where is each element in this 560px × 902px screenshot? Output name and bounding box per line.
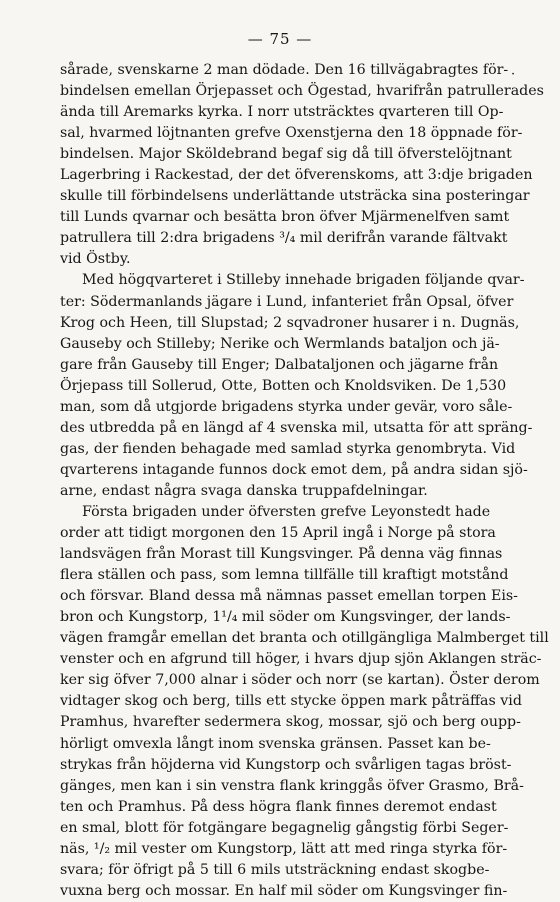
margin-mark: · [511, 67, 516, 82]
text-line: bindelsen. Major Sköldebrand begaf sig då till öfverstelöjtnant [60, 146, 512, 163]
text-line: Gauseby och Stilleby; Nerike och Wermlands bataljon och jä- [60, 335, 500, 352]
text-line: vuxna berg och mossar. En half mil söder om Kungsvinger fin- [60, 882, 508, 899]
text-line: order att tidigt morgonen den 15 April ingå i Norge på stora [60, 525, 496, 542]
text-line: sårade, svenskarne 2 man dödade. Den 16 tillvägabragtes för- [60, 62, 509, 78]
text-line: gare från Gauseby till Enger; Dalbataljonen och jägarne från [60, 356, 499, 373]
text-line: flera ställen och pass, som lemna tillfälle till kraftigt motstånd [60, 567, 509, 584]
text-line: Örjepass till Sollerud, Otte, Botten och Knoldsviken. De 1,530 [60, 377, 507, 394]
text-line: Första brigaden under öfversten grefve Leyonstedt hade [82, 503, 491, 520]
text-line: Krog och Heen, till Slupstad; 2 sqvadroner husarer i n. Dugnäs, [60, 314, 520, 331]
text-line: Lagerbring i Rackestad, der det öfverenskoms, att 3:dje brigaden [60, 167, 533, 184]
text-line: patrullera till 2:dra brigadens ³/₄ mil derifrån varande fältvakt [60, 230, 508, 247]
text-line: Med högqvarteret i Stilleby innehade brigaden följande qvar- [82, 272, 525, 289]
text-line: venster och en afgrund till höger, i hvars djup sjön Aklangen sträc- [60, 651, 542, 668]
text-line: en smal, blott för fotgängare begagnelig gångstig förbi Seger- [60, 819, 509, 836]
text-line: qvarterens intagande funnos dock emot dem, på andra sidan sjö- [60, 461, 528, 478]
text-line: des utbredda på en längd af 4 svenska mil, utsatta för att spräng- [60, 419, 533, 436]
text-line: bindelsen emellan Örjepasset och Ögestad, hvarifrån patrullerades [60, 83, 544, 100]
text-line: sal, hvarmed löjtnanten grefve Oxenstjerna den 18 öppnade för- [60, 125, 523, 142]
text-line: ända till Aremarks kyrka. I norr utsträcktes qvarteren till Op- [60, 104, 504, 121]
text-line: skulle till förbindelsens underlättande utsträcka sina posteringar [60, 188, 530, 205]
text-line: vidtager skog och berg, tills ett stycke öppen mark påträffas vid [60, 693, 522, 710]
page-number: — 75 — [247, 30, 313, 48]
text-line: vägen framgår emellan det branta och otillgängliga Malmberget till [60, 630, 549, 647]
body-text [60, 60, 549, 902]
text-line: svara; för öfrigt på 5 till 6 mils utsträckning endast skogbe- [60, 861, 490, 878]
text-line: Pramhus, hvarefter sedermera skog, mossar, sjö och berg oupp- [60, 714, 521, 731]
text-line: ten och Pramhus. På dess högra flank finnes deremot endast [60, 798, 497, 815]
text-line: arne, endast några svaga danska truppafdelningar. [60, 482, 428, 499]
text-line: ter: Södermanlands jägare i Lund, infanteriet från Opsal, öfver [60, 293, 514, 310]
text-line: näs, ¹/₂ mil vester om Kungstorp, lätt att med ringa styrka för- [60, 840, 508, 857]
text-line: ker sig öfver 7,000 alnar i söder och norr (se kartan). Öster derom [60, 672, 540, 689]
text-line: landsvägen från Morast till Kungsvinger. På denna väg finnas [60, 546, 503, 563]
text-line: gas, der fienden behagade med samlad styrka genombryta. Vid [60, 440, 516, 457]
text-line: hörligt omvexla långt inom svenska gränsen. Passet kan be- [60, 735, 491, 752]
text-line: till Lunds qvarnar och besätta bron öfver Mjärmenelfven samt [60, 209, 510, 226]
text-line: bron och Kungstorp, 1¹/₄ mil söder om Kungsvinger, der lands- [60, 609, 511, 626]
text-line: och försvar. Bland dessa må nämnas passet emellan torpen Eis- [60, 588, 518, 605]
text-line: vid Östby. [60, 251, 131, 268]
text-line: man, som då utgjorde brigadens styrka under gevär, voro såle- [60, 398, 513, 415]
text-block [60, 60, 549, 902]
text-line: strykas från höjderna vid Kungstorp och svårligen tagas bröst- [60, 756, 512, 773]
text-line: gänges, men kan i sin venstra flank kringgås öfver Grasmo, Brå- [60, 777, 524, 794]
